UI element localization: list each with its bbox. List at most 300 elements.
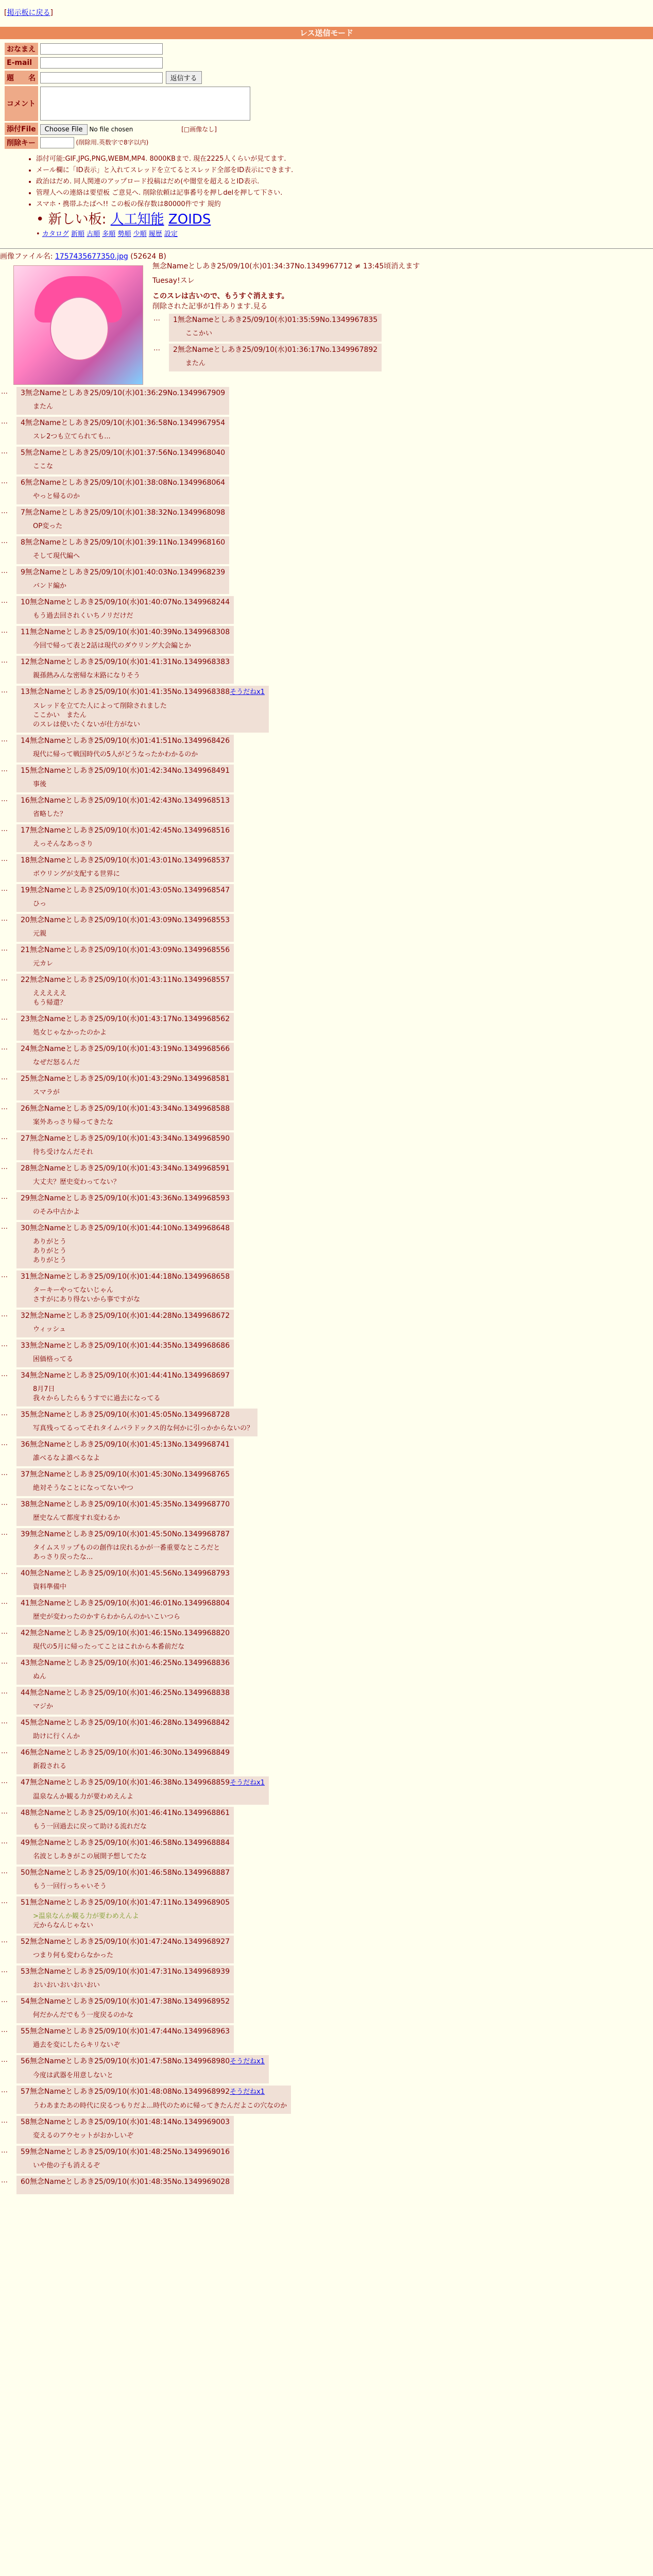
reply-post (0, 447, 653, 474)
sort-links: • カタログ 新順 古順 多順 勢順 少順 履歴 設定 (36, 230, 178, 238)
reply-dots: … (1, 1688, 8, 1696)
reply-box (16, 1409, 257, 1436)
reply-text: ボウリングが支配する世界に (33, 870, 120, 878)
reply-dots: … (1, 1598, 8, 1606)
reply-header: 48無念Nameとしあき25/09/10(水)01:46:41No.1349968861 (21, 1809, 230, 1817)
reply-text: スレ2つも立てられても... (33, 433, 111, 440)
name-input[interactable] (40, 43, 163, 55)
new-boards: • 新しい板: 人工知能 ZOIDS (36, 212, 211, 227)
rule-item: • スマホ・携帯ふたばへ!! この板の保存数は80000件です 規約 (36, 199, 653, 210)
reply-post (0, 1776, 653, 1805)
reply-post (0, 1717, 653, 1744)
reply-text: 過去を変にしたらキリないぞ (33, 2041, 121, 2049)
reply-post (0, 536, 653, 564)
reply-dots: … (1, 1499, 8, 1507)
reply-box (16, 765, 234, 792)
reply-text: 資料準備中 (33, 1583, 67, 1591)
reply-post (0, 1468, 653, 1496)
board-link[interactable]: ZOIDS (168, 212, 211, 227)
reply-dots: … (153, 345, 160, 352)
reply-header: 27無念Nameとしあき25/09/10(水)01:43:34No.1349968590 (21, 1134, 230, 1143)
op-image-link[interactable]: 1757435677350.jpg (55, 252, 128, 261)
reply-box (16, 1627, 234, 1655)
sodane-button[interactable]: そうだねx1 (230, 1779, 265, 1787)
reply-dots: … (1, 627, 8, 635)
file-choose-button[interactable]: Choose File (40, 124, 88, 135)
reply-text: 今度は武器を用意しないと (33, 2072, 114, 2079)
reply-dots: … (1, 2026, 8, 2034)
reply-post (0, 686, 653, 733)
reply-text: バンド編か (33, 582, 67, 590)
reply-post (0, 1597, 653, 1625)
reply-text: >温泉なんか観る力が要わめえんよ 元からなんじゃない (33, 1912, 139, 1929)
reply-box (16, 1468, 234, 1496)
reply-header: 13無念Nameとしあき25/09/10(水)01:41:35No.1349968388そうだねx1 (21, 688, 265, 696)
reply-dots: … (1, 1808, 8, 1816)
file-label: 添付File (5, 123, 38, 135)
reply-box (169, 344, 382, 371)
reply-box (16, 974, 234, 1011)
reply-box (16, 387, 229, 415)
reply-dots: … (153, 315, 160, 323)
op-subject: Tuesay!スレ (152, 277, 195, 285)
reply-header: 38無念Nameとしあき25/09/10(水)01:45:35No.1349968770 (21, 1500, 230, 1509)
reply-dots: … (1, 1777, 8, 1785)
reply-dots: … (1, 597, 8, 605)
reply-post (0, 596, 653, 624)
reply-post (0, 1222, 653, 1268)
reply-dots: … (1, 537, 8, 545)
reply-box (16, 2025, 234, 2053)
reply-box (16, 1567, 234, 1595)
reply-box (16, 1192, 234, 1220)
reply-box (16, 2176, 234, 2194)
reply-header: 31無念Nameとしあき25/09/10(水)01:44:18No.1349968658 (21, 1273, 230, 1281)
reply-text: 名波としあきがこの展開予想してたな (33, 1853, 147, 1860)
reply-header: 59無念Nameとしあき25/09/10(水)01:48:25No.1349969016 (21, 2148, 230, 2156)
reply-text: 待ち受けなんだそれ (33, 1148, 94, 1156)
reply-box (16, 626, 234, 654)
reply-header: 11無念Nameとしあき25/09/10(水)01:40:39No.1349968308 (21, 628, 230, 636)
reply-header: 36無念Nameとしあき25/09/10(水)01:45:13No.1349968741 (21, 1440, 230, 1449)
reply-header: 17無念Nameとしあき25/09/10(水)01:42:45No.1349968516 (21, 826, 230, 835)
reply-dots: … (1, 687, 8, 694)
reply-post (152, 344, 637, 371)
reply-header: 16無念Nameとしあき25/09/10(水)01:42:43No.1349968513 (21, 796, 230, 805)
reply-text: 8月7日 我々からしたらもうすでに過去になってる (33, 1385, 161, 1402)
reply-text: もう一回過去に戻って助ける流れだな (33, 1823, 147, 1831)
reply-text: 省略した？ (33, 810, 67, 818)
reply-post (0, 1498, 653, 1526)
sort-link[interactable]: 多順 (102, 230, 116, 238)
reply-dots: … (1, 1223, 8, 1231)
op-thumbnail[interactable] (13, 265, 143, 385)
sodane-button[interactable]: そうだねx1 (230, 2058, 265, 2065)
character-face (50, 297, 109, 361)
reply-post (0, 1995, 653, 2023)
reply-dots: … (1, 1529, 8, 1537)
reply-post (0, 1438, 653, 1466)
reply-post (0, 2146, 653, 2174)
reply-box (16, 1936, 234, 1963)
reply-box (16, 2116, 234, 2144)
reply-box (16, 1995, 234, 2023)
rule-item: • 管理人への連絡は要望板 ご意見へ. 削除依頼は記事番号を押しdelを押して下さい. (36, 188, 653, 199)
reply-header: 20無念Nameとしあき25/09/10(水)01:43:09No.1349968553 (21, 916, 230, 924)
reply-text: 新殺される (33, 1762, 67, 1770)
reply-post (0, 914, 653, 942)
reply-header: 26無念Nameとしあき25/09/10(水)01:43:34No.1349968588 (21, 1105, 230, 1113)
reply-dots: … (1, 1967, 8, 1974)
reply-post (0, 1192, 653, 1220)
reply-post (0, 1043, 653, 1071)
new-boards-prefix: 新しい板: (48, 212, 107, 227)
reply-text: 現代に帰って戦国時代の5人がどうなったかわかるのか (33, 751, 198, 758)
reply-box (16, 1747, 234, 1774)
reply-header: 10無念Nameとしあき25/09/10(水)01:40:07No.1349968244 (21, 598, 230, 606)
subject-label: 題 名 (5, 71, 38, 84)
reply-post (0, 1073, 653, 1100)
reply-box (16, 1073, 234, 1100)
reply-box (16, 1043, 234, 1071)
reply-box (16, 884, 234, 912)
reply-header: 15無念Nameとしあき25/09/10(水)01:42:34No.1349968491 (21, 767, 230, 775)
reply-post (0, 626, 653, 654)
reply-dots: … (1, 2177, 8, 2184)
op-image-info: 画像ファイル名: 1757435677350.jpg (52624 B) (0, 252, 166, 261)
sort-link[interactable]: 設定 (164, 230, 178, 238)
deleted-note: 削除された記事が1件あります.見る (152, 302, 268, 311)
reply-dots: … (1, 1568, 8, 1576)
board-link[interactable]: 人工知能 (110, 212, 164, 227)
reply-box (16, 1776, 269, 1805)
email-label: E-mail (5, 57, 38, 69)
reply-header: 30無念Nameとしあき25/09/10(水)01:44:10No.1349968648 (21, 1224, 230, 1232)
reply-post (0, 1310, 653, 1337)
reply-dots: … (1, 2147, 8, 2155)
top-nav: [掲示板に戻る] (4, 9, 53, 17)
reply-dots: … (1, 2087, 8, 2094)
reply-box (16, 794, 234, 822)
reply-text: 写真残ってるってそれタイムパラドックス的な何かに引っかからないの？ (33, 1425, 254, 1432)
reply-text: またん (33, 403, 54, 411)
reply-text: つまり何も変わらなかった (33, 1952, 114, 1959)
reply-text: またん (185, 360, 206, 367)
reply-box (16, 596, 234, 624)
reply-text: 歴史が変わったのかすらわからんのかいこいつら (33, 1613, 180, 1621)
reply-header: 45無念Nameとしあき25/09/10(水)01:46:28No.1349968842 (21, 1719, 230, 1727)
reply-post (0, 1013, 653, 1041)
reply-header: 37無念Nameとしあき25/09/10(水)01:45:30No.1349968765 (21, 1470, 230, 1479)
reply-dots: … (1, 418, 8, 426)
comment-label: コメント (5, 86, 38, 121)
reply-box (16, 417, 229, 445)
reply-post (0, 1837, 653, 1865)
reply-dots: … (1, 1104, 8, 1111)
reply-post (0, 1270, 653, 1308)
sodane-button[interactable]: そうだねx1 (230, 688, 265, 696)
reply-box (16, 1340, 234, 1367)
email-input[interactable] (40, 57, 163, 69)
reply-header: 4無念Nameとしあき25/09/10(水)01:36:58No.1349967954 (21, 419, 226, 427)
reply-box (16, 1132, 234, 1160)
reply-post (0, 854, 653, 882)
reply-box (16, 1807, 234, 1835)
sodane-button[interactable]: そうだねx1 (230, 2088, 265, 2096)
reply-header: 28無念Nameとしあき25/09/10(水)01:43:34No.1349968591 (21, 1164, 230, 1173)
reply-dots: … (1, 1044, 8, 1052)
reply-header: 51無念Nameとしあき25/09/10(水)01:47:11No.1349968905 (21, 1899, 230, 1907)
reply-header: 40無念Nameとしあき25/09/10(水)01:45:56No.1349968793 (21, 1569, 230, 1578)
rule-item: • 添付可能:GIF,JPG,PNG,WEBM,MP4. 8000KBまで. 現在2225人くらいが見てます. (36, 154, 653, 165)
reply-post (0, 1567, 653, 1595)
reply-dots: … (1, 657, 8, 665)
reply-text: スレッドを立てた人によって削除されました ここかい またん のスレは使いたくないが仕方がない (33, 702, 167, 728)
reply-text: いや他の子も消えるぞ (33, 2162, 100, 2170)
reply-box (16, 1270, 234, 1308)
reply-post (0, 1162, 653, 1190)
reply-box (16, 1965, 234, 1993)
reply-header: 9無念Nameとしあき25/09/10(水)01:40:03No.1349968239 (21, 568, 226, 577)
reply-text: 案外あっさり帰ってきたな (33, 1118, 113, 1126)
reply-text: OP変った (33, 522, 63, 530)
reply-dots: … (1, 507, 8, 515)
reply-post (0, 794, 653, 822)
reply-box (16, 447, 229, 474)
reply-box (16, 824, 234, 852)
reply-post (0, 2116, 653, 2144)
reply-header: 33無念Nameとしあき25/09/10(水)01:44:35No.1349968686 (21, 1342, 230, 1350)
reply-post (0, 1657, 653, 1685)
reply-header: 41無念Nameとしあき25/09/10(水)01:46:01No.1349968804 (21, 1599, 230, 1607)
reply-box (16, 1369, 234, 1406)
op-header: 無念Nameとしあき25/09/10(水)01:34:37No.1349967712 ≠ 13:45頃消えます (152, 262, 420, 270)
reply-dots: … (1, 1410, 8, 1417)
reply-dots: … (1, 795, 8, 803)
reply-header: 8無念Nameとしあき25/09/10(水)01:39:11No.1349968160 (21, 538, 226, 547)
reply-box (16, 1310, 234, 1337)
reply-dots: … (1, 825, 8, 833)
reply-text: のそみ中古かよ (33, 1208, 80, 1216)
reply-box (16, 656, 234, 684)
reply-post (0, 1340, 653, 1367)
reply-text: 変えるのアウセットがおかしいぞ (33, 2132, 134, 2140)
sort-link[interactable]: 履歴 (148, 230, 162, 238)
reply-box (16, 735, 234, 762)
reply-box (16, 1597, 234, 1625)
reply-header: 34無念Nameとしあき25/09/10(水)01:44:41No.1349968697 (21, 1371, 230, 1380)
reply-header: 29無念Nameとしあき25/09/10(水)01:43:36No.1349968593 (21, 1194, 230, 1202)
sort-link[interactable]: 少順 (133, 230, 147, 238)
reply-text: 何だかんだでもう一度戻るのかな (33, 2011, 134, 2019)
reply-text: ぬん (33, 1673, 47, 1681)
submit-button[interactable]: 返信する (166, 71, 202, 84)
reply-header: 55無念Nameとしあき25/09/10(水)01:47:44No.1349968963 (21, 2027, 230, 2036)
reply-post (0, 1747, 653, 1774)
reply-header: 24無念Nameとしあき25/09/10(水)01:43:19No.1349968566 (21, 1045, 230, 1053)
reply-header: 60無念Nameとしあき25/09/10(水)01:48:35No.1349969028 (21, 2178, 230, 2186)
reply-box (16, 536, 229, 564)
reply-post (0, 1867, 653, 1894)
reply-text: 絶対そうなことになってないやつ (33, 1484, 134, 1492)
op-post (0, 261, 653, 385)
reply-header: 57無念Nameとしあき25/09/10(水)01:48:08No.1349968992そうだねx1 (21, 2088, 265, 2096)
reply-dots: … (1, 1718, 8, 1725)
reply-post (0, 1687, 653, 1715)
reply-header: 58無念Nameとしあき25/09/10(水)01:48:14No.1349969003 (21, 2118, 230, 2126)
comment-textarea[interactable] (40, 87, 250, 121)
reply-header: 53無念Nameとしあき25/09/10(水)01:47:31No.1349968939 (21, 1968, 230, 1976)
reply-dots: … (1, 1272, 8, 1279)
reply-text: 助けに行くんか (33, 1733, 80, 1740)
reply-post (0, 2086, 653, 2114)
reply-header: 21無念Nameとしあき25/09/10(水)01:43:09No.1349968556 (21, 946, 230, 954)
reply-header: 44無念Nameとしあき25/09/10(水)01:46:25No.1349968838 (21, 1689, 230, 1697)
reply-text: ターキーやってないじゃん さすがにあり得ないから事ですがな (33, 1286, 141, 1303)
reply-header: 18無念Nameとしあき25/09/10(水)01:43:01No.1349968537 (21, 856, 230, 865)
reply-box (16, 1222, 234, 1268)
reply-text: 現代の5月に帰ったってことはこれから本番前だな (33, 1643, 185, 1651)
reply-post (0, 824, 653, 852)
reply-text: ひっ (33, 900, 47, 908)
sort-link[interactable]: 新順 (71, 230, 84, 238)
reply-dots: … (1, 1748, 8, 1755)
reply-box (16, 1867, 234, 1894)
reply-post (0, 1528, 653, 1565)
reply-text: うわあまたあの時代に戻るつもりだよ...時代のために帰ってきたんだよこの穴なのか (33, 2102, 287, 2110)
op-inline-replies (152, 314, 637, 371)
subject-input[interactable] (40, 72, 163, 83)
reply-box (16, 1438, 234, 1466)
reply-text: ありがとう ありがとう ありがとう (33, 1238, 67, 1264)
reply-dots: … (1, 885, 8, 893)
reply-box (16, 944, 234, 972)
reply-text: ここな (33, 463, 54, 470)
reply-header: 42無念Nameとしあき25/09/10(水)01:46:15No.1349968820 (21, 1629, 230, 1637)
reply-box (169, 314, 382, 342)
reply-dots: … (1, 1193, 8, 1201)
reply-dots: … (1, 945, 8, 953)
reply-header: 35無念Nameとしあき25/09/10(水)01:45:05No.1349968728 (21, 1411, 230, 1419)
reply-text: ここかい (185, 330, 213, 337)
reply-post (0, 765, 653, 792)
reply-post (0, 2176, 653, 2194)
reply-text: おいおいおいおいおい (33, 1981, 100, 1989)
reply-dots: … (1, 1996, 8, 2004)
sort-link[interactable]: 勢順 (117, 230, 131, 238)
reply-box (16, 2086, 291, 2114)
reply-header: 14無念Nameとしあき25/09/10(水)01:41:51No.1349968426 (21, 737, 230, 745)
file-status: No file chosen (89, 125, 133, 133)
reply-list (0, 387, 653, 2194)
reply-dots: … (1, 1311, 8, 1318)
reply-form (3, 41, 252, 150)
reply-text: 元カレ (33, 960, 54, 968)
reply-text: なぜだ怒るんだ (33, 1059, 80, 1066)
reply-dots: … (1, 567, 8, 575)
reply-post (0, 2025, 653, 2053)
mode-banner: レス送信モード (0, 27, 653, 39)
sort-link[interactable]: カタログ (42, 230, 69, 238)
reply-post (0, 1965, 653, 1993)
no-image-checkbox[interactable]: [□画像なし] (181, 125, 217, 133)
reply-dots: … (1, 388, 8, 396)
reply-dots: … (1, 2056, 8, 2064)
reply-header: 49無念Nameとしあき25/09/10(水)01:46:58No.1349968884 (21, 1839, 230, 1847)
reply-box (16, 566, 229, 594)
reply-post (0, 1132, 653, 1160)
reply-box (16, 1013, 234, 1041)
reply-header: 43無念Nameとしあき25/09/10(水)01:46:25No.1349968836 (21, 1659, 230, 1667)
reply-post (0, 944, 653, 972)
reply-text: 今回で帰って表と2話は現代のダウリング大会編とか (33, 642, 192, 650)
reply-box (16, 1717, 234, 1744)
reply-box (16, 2055, 269, 2083)
rules-list (0, 154, 653, 210)
reply-header: 32無念Nameとしあき25/09/10(水)01:44:28No.1349968672 (21, 1312, 230, 1320)
reply-box (16, 477, 229, 504)
reply-post (0, 566, 653, 594)
reply-post (0, 2055, 653, 2083)
reply-text: やっと帰るのか (33, 493, 80, 500)
reply-header: 52無念Nameとしあき25/09/10(水)01:47:24No.1349968927 (21, 1938, 230, 1946)
reply-text: 温泉なんか観る力が要わめえんよ (33, 1793, 134, 1801)
reply-dots: … (1, 1628, 8, 1636)
reply-dots: … (1, 915, 8, 923)
reply-box (16, 854, 234, 882)
reply-box (16, 1498, 234, 1526)
reply-header: 39無念Nameとしあき25/09/10(水)01:45:50No.1349968787 (21, 1530, 230, 1538)
reply-box (16, 1528, 234, 1565)
reply-text: 元親 (33, 930, 47, 938)
reply-box (16, 1103, 234, 1130)
reply-header: 19無念Nameとしあき25/09/10(水)01:43:05No.1349968547 (21, 886, 230, 894)
reply-post (0, 417, 653, 445)
reply-dots: … (1, 736, 8, 743)
reply-post (0, 1807, 653, 1835)
reply-post (152, 314, 637, 342)
divider (0, 248, 653, 249)
reply-post (0, 1103, 653, 1130)
reply-text: もう過去回されくいちノリだけだ (33, 612, 133, 620)
reply-dots: … (1, 1838, 8, 1845)
reply-dots: … (1, 1163, 8, 1171)
delete-key-input[interactable] (40, 137, 74, 148)
reply-text: 歴史なんて都度すれ変わるか (33, 1514, 121, 1522)
reply-dots: … (1, 1868, 8, 1875)
reply-dots: … (1, 1897, 8, 1905)
reply-header: 2無念Nameとしあき25/09/10(水)01:36:17No.1349967892 (173, 346, 378, 354)
reply-post (0, 477, 653, 504)
reply-box (16, 2146, 234, 2174)
reply-box (16, 914, 234, 942)
reply-post (0, 735, 653, 762)
reply-header: 56無念Nameとしあき25/09/10(水)01:47:58No.1349968980そうだねx1 (21, 2057, 265, 2065)
reply-box (16, 1687, 234, 1715)
reply-text: 処女じゃなかったのかよ (33, 1029, 107, 1037)
reply-post (0, 1627, 653, 1655)
rule-item: • 政治はだめ. 同人関連のアップロード投稿はだめ(や闇堂を超えるとID表示. (36, 176, 653, 188)
reply-dots: … (1, 478, 8, 485)
sort-link[interactable]: 古順 (87, 230, 100, 238)
reply-text: 親孫熱みんな密帰な末路になりそう (33, 672, 141, 680)
reply-header: 46無念Nameとしあき25/09/10(水)01:46:30No.1349968849 (21, 1749, 230, 1757)
reply-dots: … (1, 975, 8, 982)
delete-key-label: 削除キー (5, 137, 38, 149)
back-link[interactable]: 掲示板に戻る (7, 9, 50, 17)
reply-header: 7無念Nameとしあき25/09/10(水)01:38:32No.1349968098 (21, 509, 226, 517)
reply-header: 50無念Nameとしあき25/09/10(水)01:46:58No.1349968887 (21, 1869, 230, 1877)
